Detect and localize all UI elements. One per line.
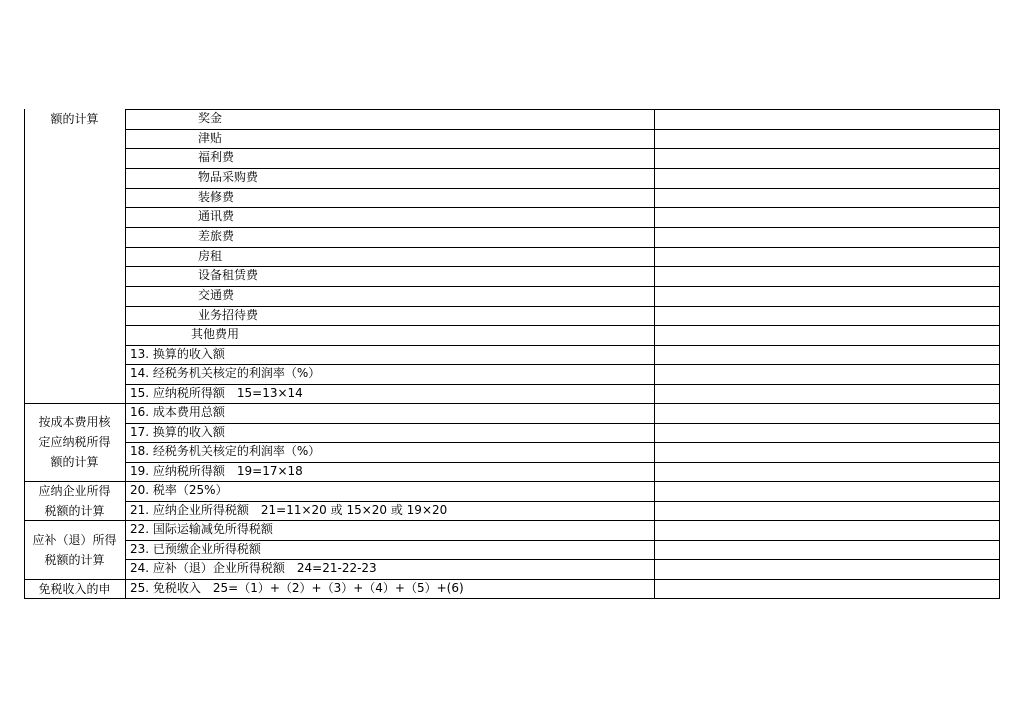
table-row <box>125 129 654 148</box>
row-label: 18. 经税务机关核定的利润率（%） <box>130 444 321 458</box>
row-label: 24. 应补（退）企业所得税额 24=21-22-23 <box>130 561 377 575</box>
table-row <box>125 364 654 384</box>
table-row <box>125 501 654 520</box>
grid-line <box>125 501 1000 502</box>
row-value[interactable] <box>654 384 1000 403</box>
grid-line <box>24 598 1000 599</box>
row-label: 其他费用 <box>191 327 240 341</box>
row-label: 设备租赁费 <box>198 268 259 282</box>
row-label: 差旅费 <box>198 229 235 243</box>
category-line: 税额的计算 <box>44 503 105 518</box>
category-cell <box>24 520 125 579</box>
row-value[interactable] <box>654 129 1000 148</box>
category-line: 应补（退）所得 <box>32 532 117 547</box>
grid-line <box>125 227 1000 228</box>
row-label: 21. 应纳企业所得税额 21=11×20 或 15×20 或 19×20 <box>130 503 448 517</box>
grid-line <box>125 247 1000 248</box>
row-value[interactable] <box>654 423 1000 442</box>
row-value[interactable] <box>654 579 1000 599</box>
table-row <box>125 462 654 481</box>
table-row <box>125 384 654 403</box>
row-value[interactable] <box>654 345 1000 364</box>
row-label: 业务招待费 <box>198 308 259 322</box>
row-label: 17. 换算的收入额 <box>130 425 225 439</box>
row-label: 23. 已预缴企业所得税额 <box>130 542 261 556</box>
category-cell <box>24 109 125 129</box>
grid-line <box>125 207 1000 208</box>
grid-line <box>125 540 1000 541</box>
category-line: 税额的计算 <box>44 552 105 567</box>
table-row <box>125 247 654 266</box>
row-value[interactable] <box>654 481 1000 501</box>
category-cell <box>24 481 125 520</box>
row-label: 装修费 <box>198 190 235 204</box>
table-row <box>125 325 654 345</box>
row-value[interactable] <box>654 462 1000 481</box>
category-cell <box>24 403 125 481</box>
table-row <box>125 520 654 540</box>
row-label: 奖金 <box>198 111 223 125</box>
category-line: 应纳企业所得 <box>38 483 111 498</box>
row-label: 通讯费 <box>198 209 235 223</box>
grid-line <box>125 148 1000 149</box>
category-line: 额的计算 <box>50 455 99 469</box>
grid-line <box>654 109 655 599</box>
row-label: 16. 成本费用总额 <box>130 405 225 419</box>
grid-line <box>125 345 1000 346</box>
row-label: 物品采购费 <box>198 170 259 184</box>
table-row <box>125 266 654 286</box>
row-value[interactable] <box>654 227 1000 247</box>
row-label: 福利费 <box>198 150 235 164</box>
row-value[interactable] <box>654 306 1000 325</box>
grid-line <box>125 325 1000 326</box>
row-label: 15. 应纳税所得额 15=13×14 <box>130 386 303 400</box>
row-label: 20. 税率（25%） <box>130 483 228 497</box>
row-value[interactable] <box>654 540 1000 559</box>
grid-line <box>999 109 1000 599</box>
row-value[interactable] <box>654 520 1000 540</box>
grid-line <box>125 168 1000 169</box>
table-row <box>125 579 654 599</box>
table-row <box>125 442 654 462</box>
table-row <box>125 481 654 501</box>
grid-line <box>125 423 1000 424</box>
grid-line <box>125 109 126 599</box>
row-value[interactable] <box>654 168 1000 188</box>
grid-line <box>125 462 1000 463</box>
grid-line <box>125 559 1000 560</box>
table-row <box>125 188 654 207</box>
grid-line <box>24 109 25 599</box>
table-row <box>125 306 654 325</box>
row-value[interactable] <box>654 188 1000 207</box>
grid-line <box>125 384 1000 385</box>
category-cell <box>24 579 125 599</box>
category-line: 额的计算 <box>50 112 99 126</box>
table-row <box>125 345 654 364</box>
table-row <box>125 109 654 129</box>
row-value[interactable] <box>654 109 1000 129</box>
table-row <box>125 286 654 306</box>
row-value[interactable] <box>654 325 1000 345</box>
grid-line <box>125 364 1000 365</box>
row-label: 津贴 <box>198 131 223 145</box>
row-value[interactable] <box>654 559 1000 579</box>
grid-line <box>24 403 1000 404</box>
table-row <box>125 207 654 227</box>
row-value[interactable] <box>654 442 1000 462</box>
row-value[interactable] <box>654 286 1000 306</box>
row-label: 22. 国际运输减免所得税额 <box>130 522 273 536</box>
row-value[interactable] <box>654 403 1000 423</box>
grid-line <box>125 266 1000 267</box>
grid-line <box>125 306 1000 307</box>
table-row <box>125 423 654 442</box>
row-value[interactable] <box>654 247 1000 266</box>
grid-line <box>125 442 1000 443</box>
category-line: 按成本费用核 <box>38 415 111 429</box>
row-label: 19. 应纳税所得额 19=17×18 <box>130 464 303 478</box>
grid-line <box>24 579 1000 580</box>
grid-line <box>125 286 1000 287</box>
row-label: 房租 <box>198 249 223 263</box>
row-value[interactable] <box>654 266 1000 286</box>
table-row <box>125 168 654 188</box>
grid-line <box>125 129 1000 130</box>
row-value[interactable] <box>654 364 1000 384</box>
row-value[interactable] <box>654 207 1000 227</box>
grid-line <box>125 109 1000 110</box>
row-value[interactable] <box>654 148 1000 168</box>
table-row <box>125 227 654 247</box>
category-line: 免税收入的申 <box>38 582 111 596</box>
grid-line <box>24 520 1000 521</box>
tax-form-table <box>24 109 1000 599</box>
row-label: 25. 免税收入 25=（1）+（2）+（3）+（4）+（5）+(6) <box>130 581 464 595</box>
table-row <box>125 148 654 168</box>
table-row <box>125 540 654 559</box>
row-value[interactable] <box>654 501 1000 520</box>
table-row <box>125 403 654 423</box>
grid-line <box>125 188 1000 189</box>
table-row <box>125 559 654 579</box>
row-label: 交通费 <box>198 288 235 302</box>
category-line: 定应纳税所得 <box>38 435 111 449</box>
row-label: 13. 换算的收入额 <box>130 347 225 361</box>
grid-line <box>24 481 1000 482</box>
row-label: 14. 经税务机关核定的利润率（%） <box>130 366 321 380</box>
